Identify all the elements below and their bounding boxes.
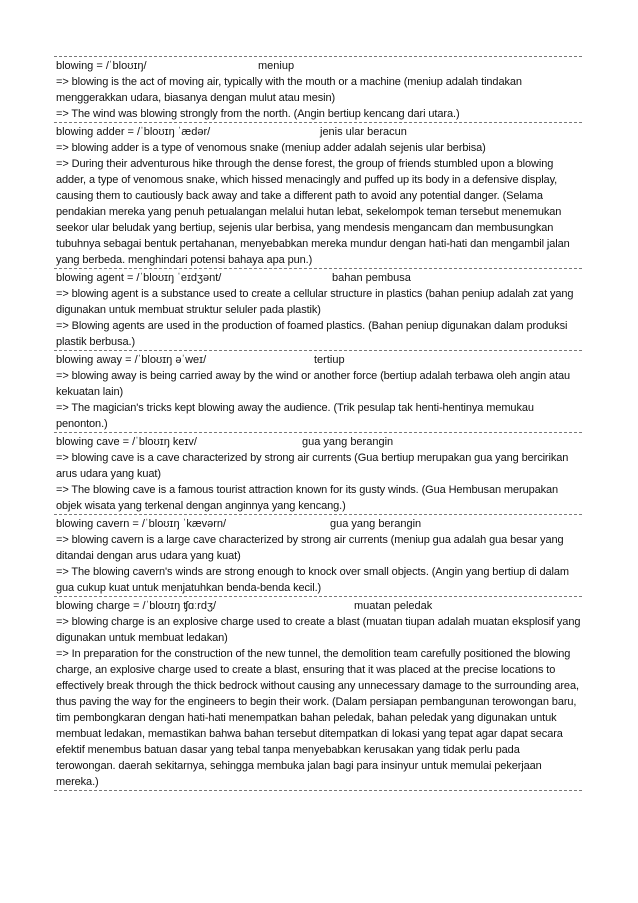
entry-term: blowing away = /ˈbloʊɪŋ əˈweɪ/ <box>56 354 207 366</box>
entry-example: => During their adventurous hike through the dense forest, the group of friends stumbled upon a blowing adder, a type of venomous snake, which hissed menacingly and puffed up its body in a defensive display, causing them to cautiously back away and take a different path to avoid any potential danger. (Selama pendakian mereka yang penuh petualangan melalui hutan lebat, sekelompok teman tersebut menemukan seekor ular beludak yang bertiup, sejenis ular berbisa, yang mendesis mengancam dan membusungkan tubuhnya sebagai bentuk pertahanan, menyebabkan mereka mundur dengan hati-hati dan mengambil jalan yang berbeda. menghindari potensi bahaya apa pun.) <box>56 158 570 266</box>
entry-translation: gua yang berangin <box>330 518 422 530</box>
entry-definition: => blowing agent is a substance used to create a cellular structure in plastics (bahan peniup adalah zat yang digunakan untuk membuat struktur seluler pada plastik) <box>56 288 574 316</box>
entry-headline <box>56 434 581 450</box>
entry-term: blowing = /ˈbloʊɪŋ/ <box>56 60 147 72</box>
entry-headline <box>56 58 581 74</box>
entry-example: => Blowing agents are used in the production of foamed plastics. (Bahan peniup digunakan dalam produksi plastik berbusa.) <box>56 320 568 348</box>
entry-headline <box>56 270 581 286</box>
entry-translation: jenis ular beracun <box>320 126 407 138</box>
entry-example: => In preparation for the construction of the new tunnel, the demolition team carefully positioned the blowing charge, an explosive charge used to create a blast, ensuring that it was placed at the precise locations to effectively break through the thick bedrock without causing any unnecessary damage to the surrounding area, thus paving the way for the engineers to begin their work. (Dalam persiapan pembangunan terowongan baru, tim pembongkaran dengan hati-hati menempatkan bahan peledak, bahan peledak yang digunakan untuk membuat ledakan, memastikan bahwa bahan tersebut ditempatkan di lokasi yang tepat agar dapat secara efektif menembus batuan dasar yang tebal tanpa menyebabkan kerusakan yang tidak perlu pada terowongan. daerah sekitarnya, sehingga membuka jalan bagi para insinyur untuk memulai pekerjaan mereka.) <box>56 648 579 788</box>
entry-term: blowing adder = /ˈbloʊɪŋ ˈædər/ <box>56 126 211 138</box>
entry-definition: => blowing is the act of moving air, typically with the mouth or a machine (meniup adalah tindakan menggerakkan udara, biasanya dengan mulut atau mesin) <box>56 76 522 104</box>
entry-translation: bahan pembusa <box>332 272 411 284</box>
glossary-entries <box>54 56 582 791</box>
entry-example: => The magician's tricks kept blowing away the audience. (Trik pesulap tak henti-hentinya memukau penonton.) <box>56 402 534 430</box>
entry-headline <box>56 516 581 532</box>
entry-definition: => blowing away is being carried away by the wind or another force (bertiup adalah terbawa oleh angin atau kekuatan lain) <box>56 370 571 398</box>
glossary-entry <box>54 433 582 515</box>
entry-term: blowing agent = /ˈbloʊɪŋ ˈeɪdʒənt/ <box>56 272 222 284</box>
entry-definition: => blowing charge is an explosive charge used to create a blast (muatan tiupan adalah muatan eksplosif yang digunakan untuk membuat ledakan) <box>56 616 581 644</box>
glossary-entry <box>54 515 582 597</box>
entry-example: => The blowing cavern's winds are strong enough to knock over small objects. (Angin yang bertiup di dalam gua cukup kuat untuk menjatuhkan benda-benda kecil.) <box>56 566 569 594</box>
entry-definition: => blowing adder is a type of venomous snake (meniup adder adalah sejenis ular berbisa) <box>56 142 486 154</box>
entry-term: blowing charge = /ˈbloʊɪŋ ʧɑːrdʒ/ <box>56 600 216 612</box>
entry-headline <box>56 598 581 614</box>
entry-translation: muatan peledak <box>354 600 433 612</box>
glossary-entry <box>54 269 582 351</box>
entry-translation: gua yang berangin <box>302 436 394 448</box>
glossary-entry <box>54 597 582 791</box>
entry-term: blowing cavern = /ˈbloʊɪŋ ˈkævərn/ <box>56 518 227 530</box>
glossary-entry <box>54 351 582 433</box>
glossary-entry <box>54 123 582 269</box>
glossary-entry <box>54 56 582 123</box>
entry-translation: meniup <box>258 60 295 72</box>
entry-example: => The wind was blowing strongly from the north. (Angin bertiup kencang dari utara.) <box>56 108 460 120</box>
entry-headline <box>56 352 581 368</box>
entry-definition: => blowing cavern is a large cave characterized by strong air currents (meniup gua adalah gua besar yang ditandai dengan arus udara yang kuat) <box>56 534 564 562</box>
entry-translation: tertiup <box>314 354 345 366</box>
entry-headline <box>56 124 581 140</box>
entry-example: => The blowing cave is a famous tourist attraction known for its gusty winds. (Gua Hembusan merupakan objek wisata yang terkenal dengan anginnya yang kencang.) <box>56 484 559 512</box>
entry-definition: => blowing cave is a cave characterized by strong air currents (Gua bertiup merupakan gua yang bercirikan arus udara yang kuat) <box>56 452 569 480</box>
entry-term: blowing cave = /ˈbloʊɪŋ keɪv/ <box>56 436 197 448</box>
